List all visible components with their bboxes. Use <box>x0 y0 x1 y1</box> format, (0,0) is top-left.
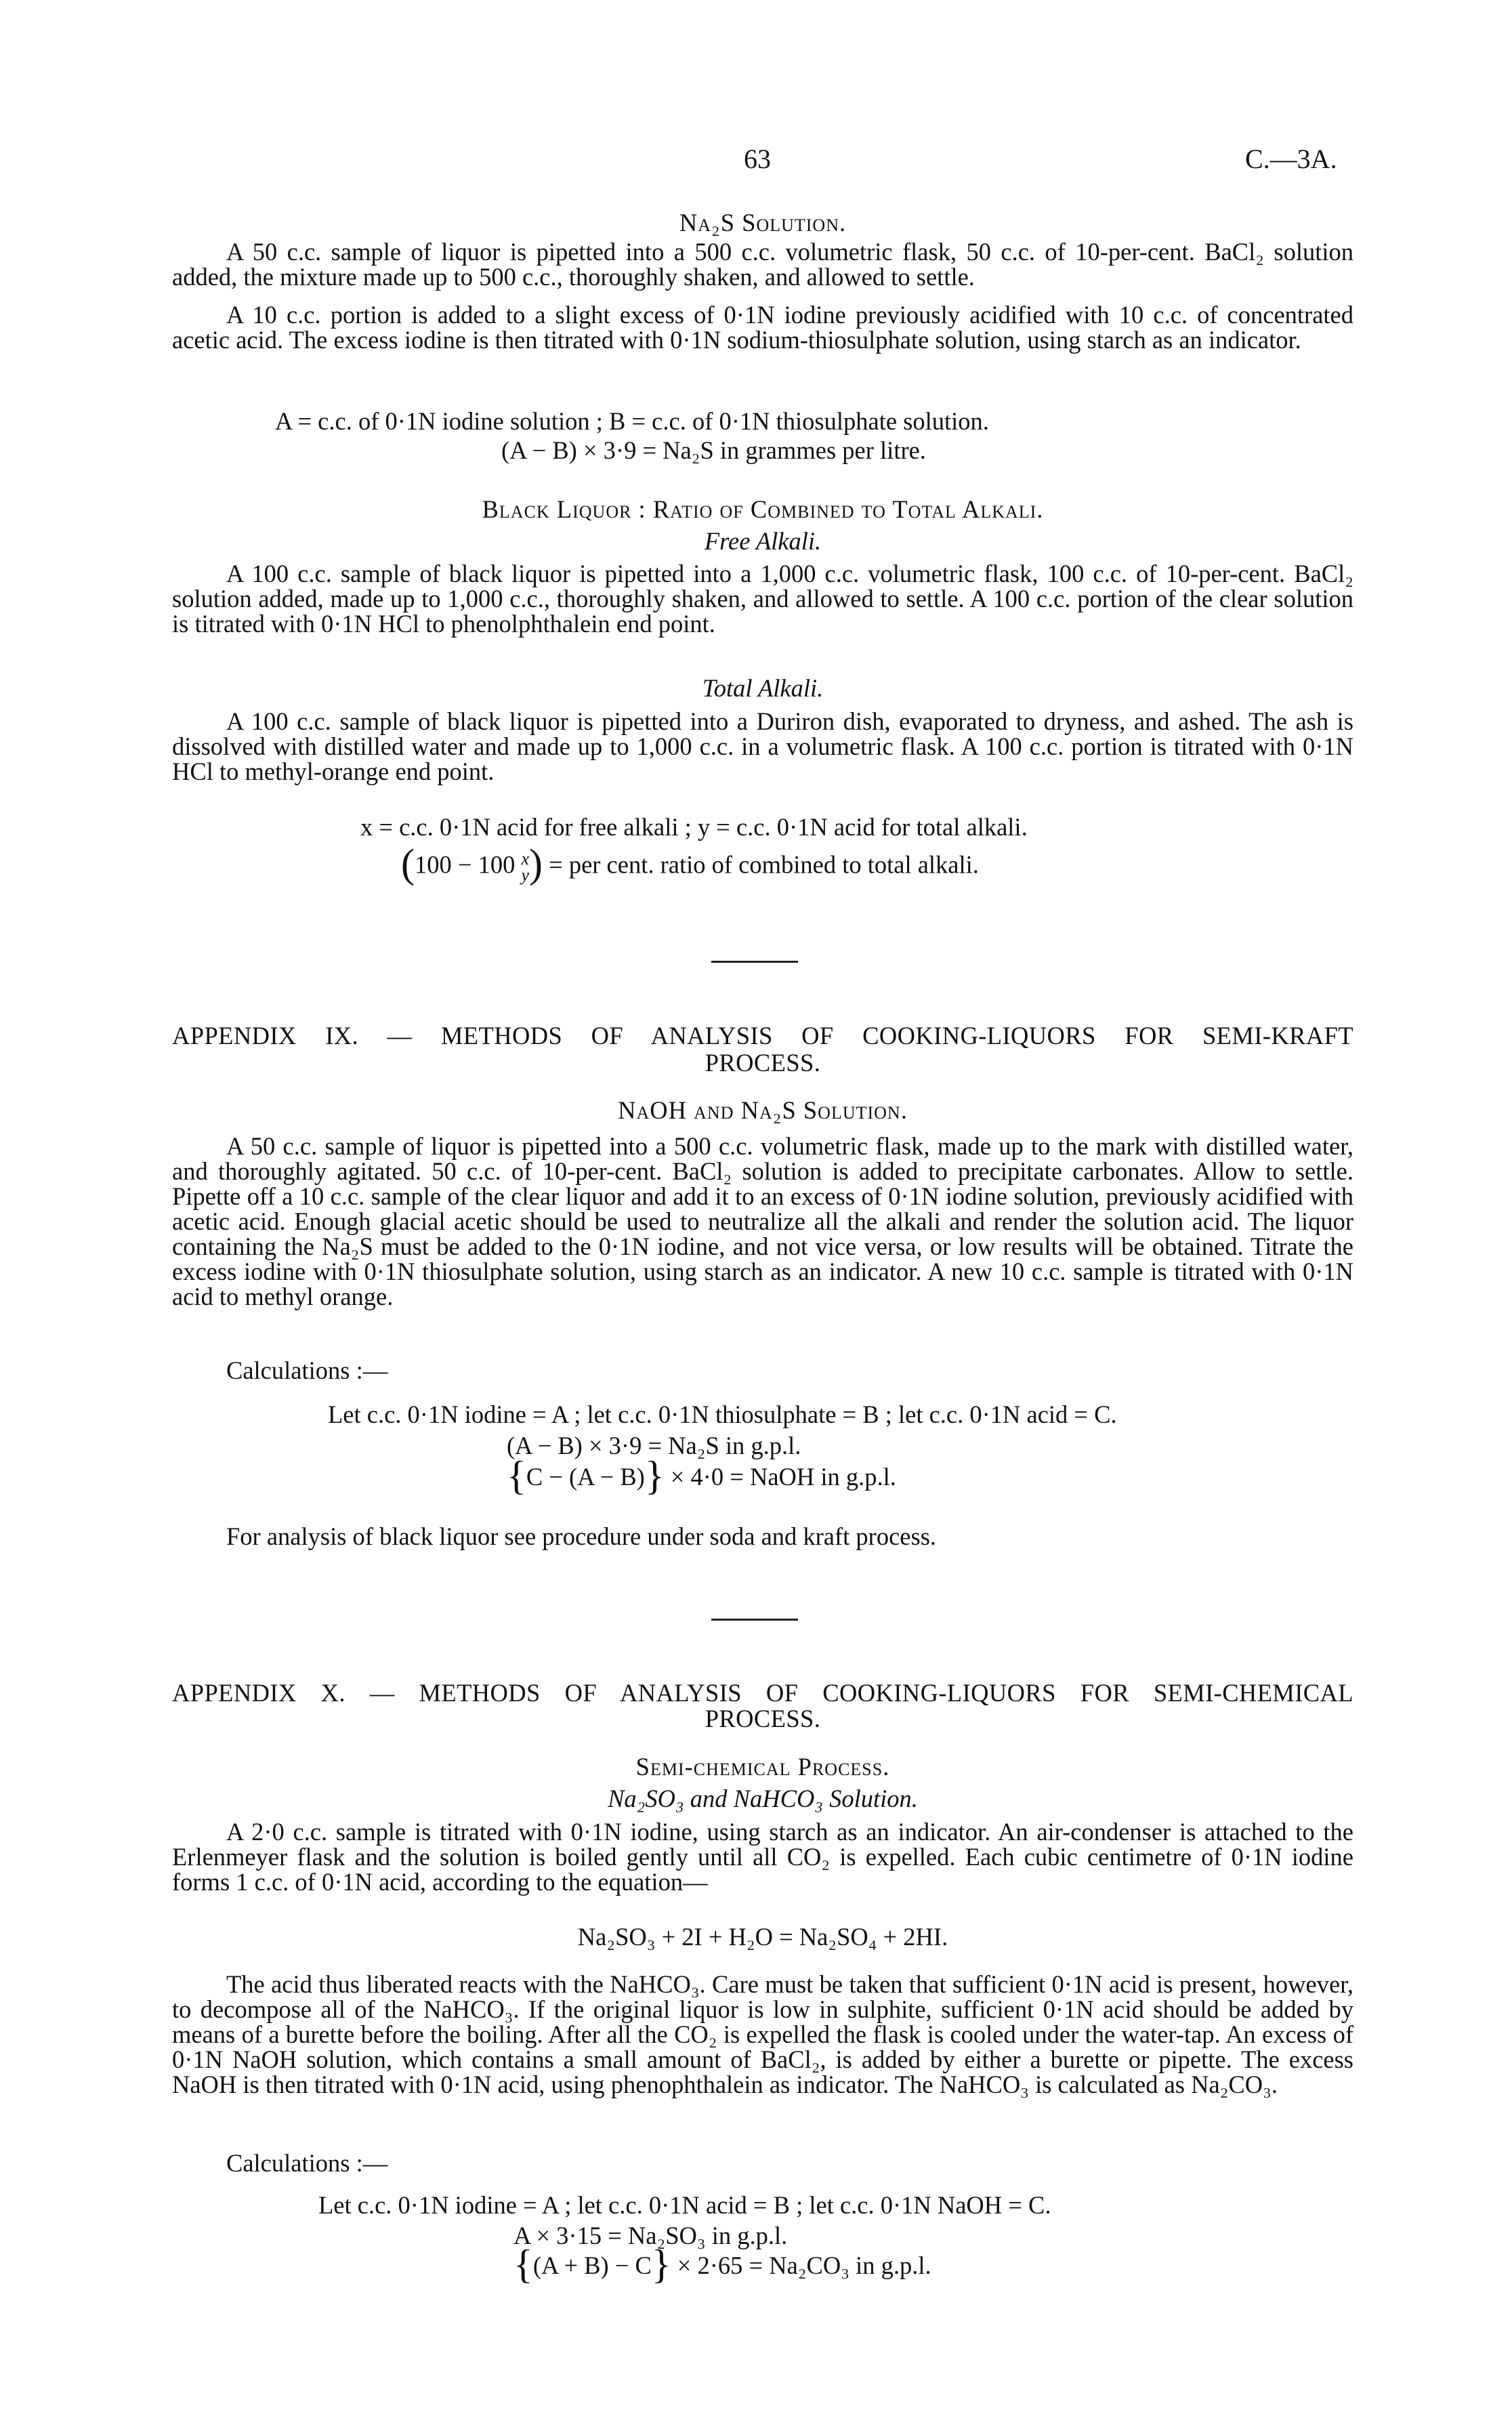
right-brace: } <box>651 2242 671 2287</box>
chemical-equation: Na₂SO₃ + 2I + H₂O = Na₂SO₄ + 2HI. <box>577 1923 948 1951</box>
page-number: 63 <box>744 144 771 174</box>
right-brace: } <box>644 1453 665 1498</box>
paragraph-na2s-sample: A 50 c.c. sample of liquor is pipetted into a 500 c.c. volumetric flask, 50 c.c. of 10-per-cent. BaCl₂ solution added, the mixture made up to 500 c.c., thoroughly shaken, and allowed to settle. <box>172 238 1353 291</box>
calc-naoh <box>507 1453 896 1498</box>
paragraph-na2s-titration: A 10 c.c. portion is added to a slight excess of 0·1N iodine previously acidified with 10 c.c. of concentrated acetic acid. The excess iodine is then titrated with 0·1N sodium-thiosulphate solution, using starch as an indicator. <box>172 301 1353 354</box>
calc-naoh-result: × 4·0 = NaOH in g.p.l. <box>670 1463 896 1491</box>
appendix-ix-title-line2: PROCESS. <box>705 1049 821 1077</box>
left-brace: { <box>507 1453 526 1498</box>
subheading-free-alkali: Free Alkali. <box>704 527 822 555</box>
calc-na2so3: A × 3·15 = Na₂SO₃ in g.p.l. <box>513 2222 788 2249</box>
section-heading-naoh-na2s: NaOH and Na₂S Solution. <box>618 1096 908 1124</box>
paragraph-semi-chemical-titration: A 2·0 c.c. sample is titrated with 0·1N iodine, using starch as an indicator. An air-condenser is attached to the Erlenmeyer flask and the solution is boiled gently until all CO₂ is expelled. Each cubic centimetre of 0·1N iodine forms 1 c.c. of 0·1N acid, according to the equation— <box>172 1818 1353 1896</box>
ratio-expression: 100 − 100 <box>414 850 516 879</box>
calculations-label: Calculations :— <box>226 1356 388 1384</box>
section-heading-semi-chemical: Semi-chemical Process. <box>635 1753 890 1781</box>
calc-definitions: Let c.c. 0·1N iodine = A ; let c.c. 0·1N acid = B ; let c.c. 0·1N NaOH = C. <box>318 2191 1051 2219</box>
paragraph-semi-kraft-method: A 50 c.c. sample of liquor is pipetted into a 500 c.c. volumetric flask, made up to the mark with distilled water, and thoroughly agitated. 50 c.c. of 10-per-cent. BaCl₂ solution is added to precipitate carbonates. Allow to settle. Pipette off a 10 c.c. sample of the clear liquor and add it to an excess of 0·1N iodine solution, previously acidified with acetic acid. Enough glacial acetic should be used to neutralize all the alkali and render the solution acid. The liquor containing the Na₂S must be added to the 0·1N iodine, and not vice versa, or low results will be obtained. Titrate the excess iodine with 0·1N thiosulphate solution, using starch as an indicator. A new 10 c.c. sample is titrated with 0·1N acid to methyl orange. <box>172 1132 1353 1310</box>
calc-definitions: Let c.c. 0·1N iodine = A ; let c.c. 0·1N thiosulphate = B ; let c.c. 0·1N acid = C. <box>328 1400 1117 1428</box>
calc-na2co3-expression: (A + B) − C <box>532 2251 652 2279</box>
left-parenthesis: ( <box>401 841 415 886</box>
paragraph-nahco3-procedure: The acid thus liberated reacts with the NaHCO₃. Care must be taken that sufficient 0·1N acid is present, however, to decompose all of the NaHCO₃. If the original liquor is low in sulphite, sufficient 0·1N acid should be added by means of a burette before the boiling. After all the CO₂ is expelled the flask is cooled under the water-tap. An excess of 0·1N NaOH solution, which contains a small amount of BaCl₂, is added by either a burette or pipette. The excess NaOH is then titrated with 0·1N acid, using phenophthalein as indicator. The NaHCO₃ is calculated as Na₂CO₃. <box>172 1970 1353 2098</box>
section-divider <box>711 1619 798 1621</box>
calc-na2co3-result: × 2·65 = Na₂CO₃ in g.p.l. <box>677 2251 931 2279</box>
fraction-x-over-y <box>521 851 529 883</box>
calc-na2s: (A − B) × 3·9 = Na₂S in g.p.l. <box>507 1432 801 1459</box>
formula-alkali-ratio <box>401 841 979 886</box>
paragraph-free-alkali: A 100 c.c. sample of black liquor is pipetted into a 1,000 c.c. volumetric flask, 100 c.c. of 10-per-cent. BaCl₂ solution added, made up to 1,000 c.c., thoroughly shaken, and allowed to settle. A 100 c.c. portion of the clear solution is titrated with 0·1N HCl to phenolphthalein end point. <box>172 560 1353 638</box>
calc-na2co3 <box>513 2242 931 2287</box>
fraction-denominator: y <box>521 865 529 885</box>
note-black-liquor: For analysis of black liquor see procedure under soda and kraft process. <box>226 1522 937 1550</box>
calc-naoh-expression: C − (A − B) <box>526 1463 645 1491</box>
section-heading-black-liquor: Black Liquor : Ratio of Combined to Total Alkali. <box>482 495 1044 523</box>
document-reference: C.—3A. <box>1245 144 1337 174</box>
section-divider <box>711 961 798 963</box>
right-parenthesis: ) <box>529 841 543 886</box>
appendix-x-title-line1: APPENDIX X. — METHODS OF ANALYSIS OF COOKING-LIQUORS FOR SEMI-CHEMICAL <box>172 1679 1353 1707</box>
left-brace: { <box>513 2242 533 2287</box>
formula-na2s-result: (A − B) × 3·9 = Na₂S in grammes per litre. <box>501 436 926 464</box>
subheading-total-alkali: Total Alkali. <box>702 674 824 702</box>
formula-alkali-definitions: x = c.c. 0·1N acid for free alkali ; y = c.c. 0·1N acid for total alkali. <box>360 813 1028 841</box>
fraction-numerator: x <box>521 849 529 869</box>
paragraph-total-alkali: A 100 c.c. sample of black liquor is pipetted into a Duriron dish, evaporated to dryness, and ashed. The ash is dissolved with distilled water and made up to 1,000 c.c. in a volumetric flask. A 100 c.c. portion is titrated with 0·1N HCl to methyl-orange end point. <box>172 707 1353 785</box>
ratio-result: = per cent. ratio of combined to total alkali. <box>549 850 979 879</box>
appendix-x-title-line2: PROCESS. <box>705 1705 821 1732</box>
formula-na2s-definitions: A = c.c. of 0·1N iodine solution ; B = c.c. of 0·1N thiosulphate solution. <box>275 407 989 435</box>
appendix-ix-title-line1: APPENDIX IX. — METHODS OF ANALYSIS OF COOKING-LIQUORS FOR SEMI-KRAFT <box>172 1022 1353 1049</box>
subheading-na2so3-nahco3: Na₂SO₃ and NaHCO₃ Solution. <box>608 1785 918 1812</box>
calculations-label: Calculations :— <box>226 2149 388 2177</box>
section-heading-na2s: Na₂S Solution. <box>679 209 847 236</box>
